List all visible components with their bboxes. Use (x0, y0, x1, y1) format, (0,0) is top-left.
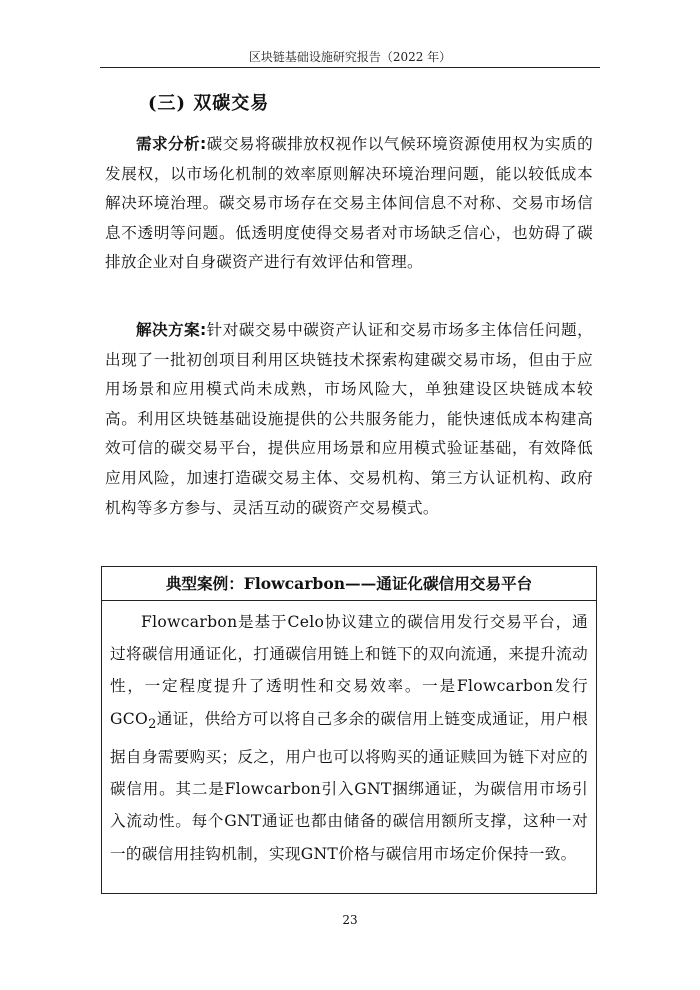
solution-text: 针对碳交易中碳资产认证和交易市场多主体信任问题，出现了一批初创项目利用区块链技术探索构建碳交易市场，但由于应用场景和应用模式尚未成熟，市场风险大，单独建设区块链成本较高。利用区块链基础设施提供的公共服务能力，能快速低成本构建高效可信的碳交易平台，提供应用场景和应用模式验证基础，有效降低应用风险，加速打造碳交易主体、交易机构、第三方认证机构、政府机构等多方参与、灵活互动的碳资产交易模式。 (105, 321, 593, 517)
header-rule (100, 67, 600, 68)
case-subscript: 2 (148, 716, 157, 732)
case-study-box (101, 566, 597, 894)
demand-analysis-paragraph (105, 130, 593, 278)
solution-paragraph (105, 316, 593, 523)
case-study-title: 典型案例：Flowcarbon——通证化碳信用交易平台 (102, 567, 596, 601)
case-text-part1: Flowcarbon是基于Celo协议建立的碳信用发行交易平台，通过将碳信用通证化，打通碳信用链上和链下的双向流通，来提升流动性，一定程度提升了透明性和交易效率。一是Flowcarbon发行GCO (110, 613, 588, 728)
case-text-part2: 通证，供给方可以将自己多余的碳信用上链变成通证，用户根据自身需要购买；反之，用户也可以将购买的通证赎回为链下对应的碳信用。其二是Flowcarbon引入GNT捆绑通证，为碳信用市场引入流动性。每个GNT通证也都由储备的碳信用额所支撑，这种一对一的碳信用挂钩机制，实现GNT价格与碳信用市场定价保持一致。 (110, 709, 588, 863)
solution-label: 解决方案: (136, 321, 207, 339)
demand-analysis-text: 碳交易将碳排放权视作以气候环境资源使用权为实质的发展权，以市场化机制的效率原则解决环境治理问题，能以较低成本解决环境治理。碳交易市场存在交易主体间信息不对称、交易市场信息不透明等问题。低透明度使得交易者对市场缺乏信心，也妨碍了碳排放企业对自身碳资产进行有效评估和管理。 (105, 135, 593, 272)
case-study-body (102, 601, 596, 870)
running-header: 区块链基础设施研究报告（2022 年） (248, 50, 452, 64)
demand-analysis-label: 需求分析: (136, 135, 207, 153)
section-heading: (三) 双碳交易 (148, 93, 270, 114)
page-number: 23 (342, 913, 358, 927)
